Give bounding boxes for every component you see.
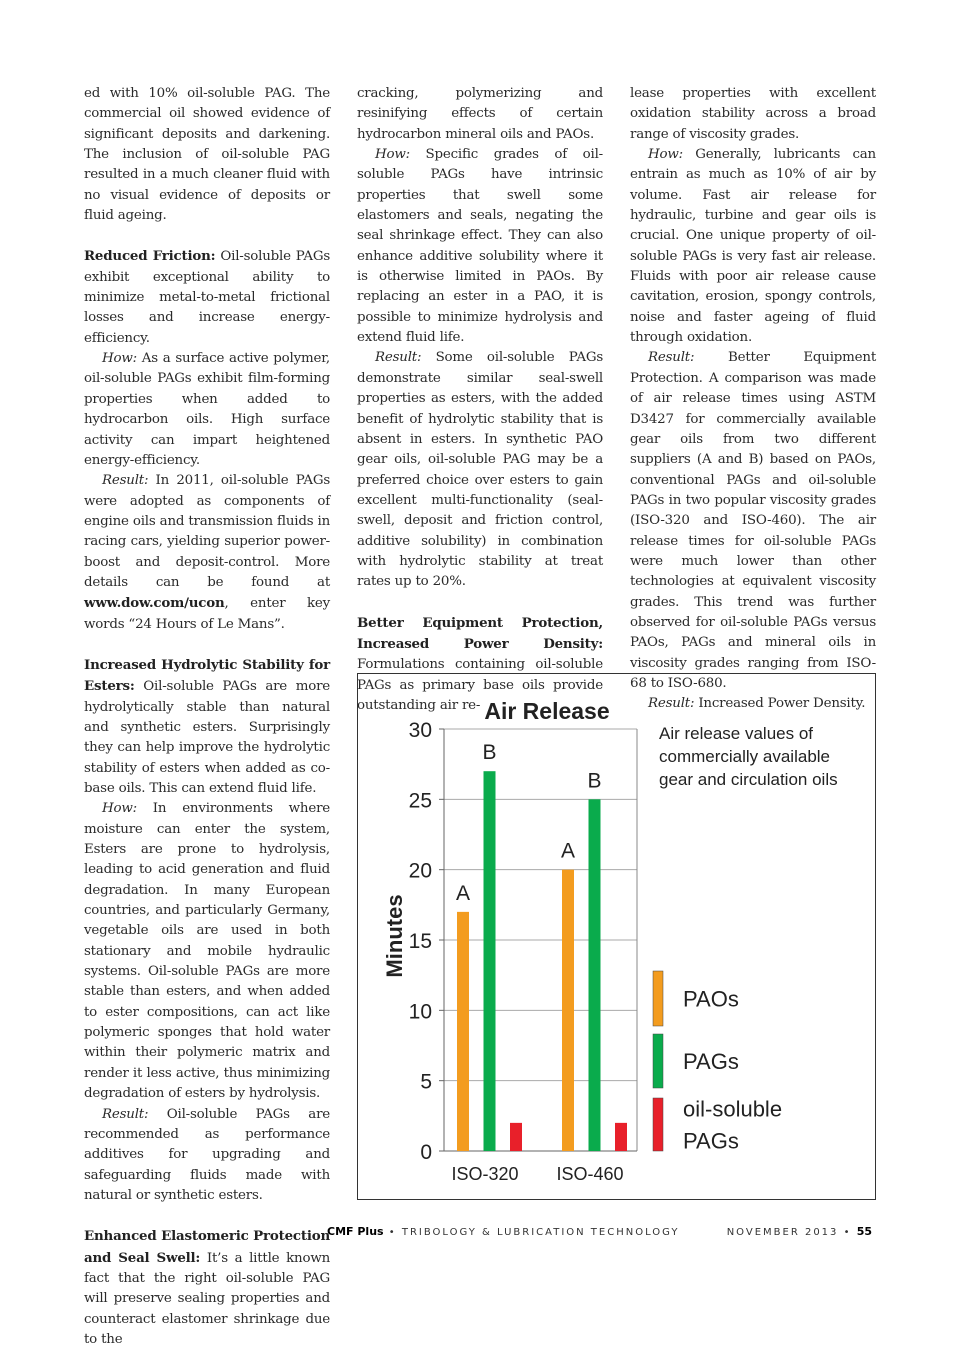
publication-name: TRIBOLOGY & LUBRICATION TECHNOLOGY: [401, 1227, 680, 1238]
bar-data-label: B: [482, 741, 497, 765]
section-heading: Reduced Friction:: [84, 248, 216, 265]
section-heading: Enhanced Elastomeric Protection and Seal Swell:: [84, 1228, 330, 1266]
text-column-2: [357, 84, 603, 716]
legend-label: PAOs: [683, 986, 739, 1012]
legend-swatch: [653, 1098, 663, 1151]
text: It’s a little known fact that the right oil-soluble PAG will preserve sealing properties and counteract elastomer shrinkage due to the: [84, 1250, 331, 1347]
legend-swatch: [653, 971, 663, 1026]
bar-oil-soluble-pags-iso-460: [615, 1123, 627, 1151]
footer-left: [327, 1225, 680, 1238]
chart-annotation-line: gear and circulation oils: [659, 770, 838, 789]
issue-date: NOVEMBER 2013: [726, 1227, 839, 1238]
paragraph: [630, 348, 876, 694]
legend-label: PAGs: [683, 1128, 739, 1154]
paragraph: cracking, polymerizing and resinifying effects of certain hydrocarbon mineral oils and PAOs.: [357, 86, 603, 142]
label: How:: [375, 147, 410, 163]
label: Result:: [102, 1106, 149, 1122]
chart-svg: [358, 674, 875, 1199]
text: Oil-soluble PAGs are more hydrolytically stable than natural and synthetic esters. Surprisingly they can help improve the hydrolytic stability of esters when added as co-base oils. This can extend fluid life.: [84, 679, 330, 796]
x-tick-label: ISO-320: [451, 1164, 519, 1184]
label: How:: [648, 147, 683, 163]
y-tick-label: 10: [408, 1000, 432, 1024]
text: In 2011, oil-soluble PAGs were adopted as components of engine oils and transmission fluids in racing cars, yielding superior power-boost and deposit-control. More details can be found at: [84, 473, 330, 590]
paragraph: lease properties with excellent oxidation stability across a broad range of viscosity grades.: [630, 86, 876, 142]
y-axis-label: Minutes: [382, 894, 407, 978]
label: How:: [102, 801, 137, 817]
text: Increased Power Density.: [694, 696, 866, 712]
x-tick-label: ISO-460: [556, 1164, 624, 1184]
y-tick-label: 5: [420, 1070, 432, 1094]
text: Some oil-soluble PAGs demonstrate similar seal-swell properties as esters, with the added benefit of hydrolytic stability that is absent in esters. In synthetic PAO gear oils, oil-soluble PAG may be a preferred choice over esters to gain excellent multi-functionality (seal-swell, deposit and friction control, additive solubility) in combination with hydrolytic stability at treat rates up to 20%.: [357, 350, 603, 590]
footer-right: [727, 1225, 872, 1238]
footer-brand: CMF Plus: [327, 1225, 384, 1238]
section-heading: Increased Hydrolytic Stability for Esters:: [84, 656, 330, 695]
text: In environments where moisture can enter the system, Esters are prone to hydrolysis, leading to acid generation and fluid degradation. In many European countries, and particularly Germany, vegetable oils are used in both stationary and mobile hydraulic systems. Oil-soluble PAGs are more stable than esters, and when added to ester compositions, can act like polymeric sponges that hold water within their polymeric matrix and render it less active, thus minimizing degradation of esters by hydrolysis.: [84, 801, 330, 1102]
section-elastomeric-protection: [84, 1226, 330, 1350]
label: Result:: [648, 696, 695, 712]
legend-label: PAGs: [683, 1049, 739, 1074]
text: Generally, lubricants can entrain as much as 10% of air by volume. Fast air release for hydraulic, turbine and gear oils is crucial. One unique property of oil-soluble PAGs is very fast air release. Fluids with poor air release cause cavitation, erosion, spongy controls, noise and faster ageing of fluid through oxidation.: [630, 147, 876, 346]
label: Result:: [375, 350, 422, 366]
text: , enter key words “24 Hours of Le Mans”.: [84, 596, 330, 632]
bar-paos-iso-320: [457, 912, 469, 1151]
air-release-chart: [357, 673, 876, 1200]
separator: •: [843, 1227, 852, 1238]
paragraph: [84, 799, 330, 1104]
bar-pags-iso-320: [484, 771, 496, 1151]
text: Formulations containing oil-soluble PAGs as primary base oils provide outstanding air re-: [357, 657, 603, 713]
link-dow-ucon[interactable]: www.dow.com/ucon: [84, 595, 225, 612]
section-heading: Better Equipment Protection, Increased Power Density:: [357, 614, 603, 652]
y-tick-label: 30: [408, 719, 432, 742]
paragraph: Oil-soluble PAGs exhibit exceptional ability to minimize metal-to-metal frictional losses and increase energy-efficiency.: [84, 249, 330, 346]
paragraph: [357, 145, 603, 348]
bar-data-label: A: [455, 881, 471, 905]
paragraph: [357, 348, 603, 592]
paragraph: ed with 10% oil-soluble PAG. The commercial oil showed evidence of significant deposits and darkening. The inclusion of oil-soluble PAG resulted in a much cleaner fluid with no visual evidence of deposits or fluid ageing.: [84, 86, 330, 224]
section-hydrolytic-stability: [84, 655, 330, 799]
chart-annotation-line: commercially available: [659, 747, 831, 766]
text-column-3: [630, 84, 876, 715]
label: How:: [102, 351, 137, 367]
paragraph: [84, 1105, 330, 1207]
text: As a surface active polymer, oil-soluble PAGs exhibit film-forming properties when added to hydrocarbon oils. High surface activity can impart heightened energy-efficiency.: [84, 351, 330, 468]
paragraph: [84, 349, 330, 471]
text: Better Equipment Protection. A comparison was made of air release times using ASTM D3427 for commercially available gear oils from two different suppliers (A and B) based on PAOs, conventional PAGs and oil-soluble PAGs in two popular viscosity grades (ISO-320 and ISO-460). The air release times for oil-soluble PAGs were much lower than other technologies at equivalent viscosity grades. This trend was further observed for oil-soluble PAGs versus PAOs, PAGs and mineral oils in viscosity grades ranging from ISO-68 to ISO-680.: [630, 350, 876, 691]
label: Result:: [102, 473, 149, 489]
y-tick-label: 15: [408, 930, 432, 953]
text: Specific grades of oil-soluble PAGs have intrinsic properties that swell some elastomers and seals, negating the seal shrinkage effect. They can also enhance additive solubility where it is otherwise limited in PAOs. By replacing an ester in a PAO, it is possible to minimize hydrolysis and extend fluid life.: [357, 147, 603, 346]
chart-title: Air Release: [484, 698, 610, 724]
text: Oil-soluble PAGs are recommended as performance additives for upgrading and safeguarding fluids made with natural or synthetic esters.: [84, 1106, 330, 1203]
label: Result:: [648, 350, 695, 366]
text-column-1: [84, 84, 330, 1350]
section-reduced-friction: [84, 246, 330, 349]
bar-data-label: A: [560, 839, 576, 863]
bar-paos-iso-460: [562, 870, 574, 1151]
chart-annotation-line: Air release values of: [659, 724, 814, 743]
bar-data-label: B: [587, 769, 602, 793]
y-tick-label: 25: [408, 789, 432, 813]
y-tick-label: 20: [408, 859, 432, 883]
paragraph: [630, 145, 876, 348]
y-tick-label: 0: [420, 1141, 432, 1164]
page-number: 55: [856, 1225, 872, 1238]
legend-label: oil-soluble: [683, 1096, 783, 1122]
bar-oil-soluble-pags-iso-320: [510, 1123, 522, 1151]
legend-swatch: [653, 1034, 663, 1088]
separator: •: [388, 1227, 397, 1238]
bar-pags-iso-460: [589, 799, 601, 1151]
paragraph: [84, 471, 330, 635]
